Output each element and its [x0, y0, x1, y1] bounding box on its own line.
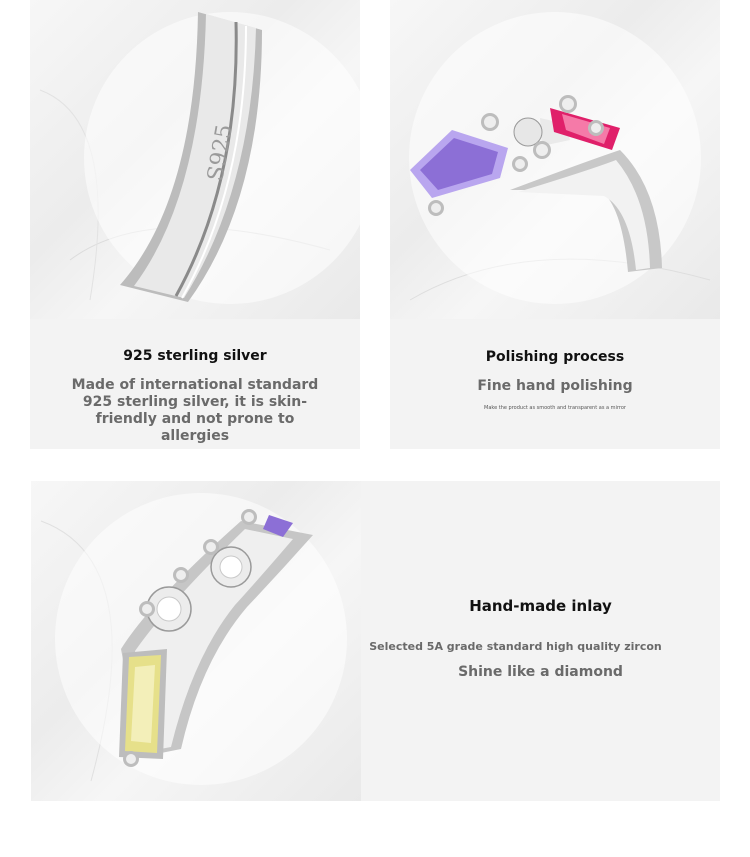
card-title: Hand-made inlay [469, 597, 612, 615]
card-title: Polishing process [485, 349, 625, 365]
ring-zircon-photo [31, 481, 361, 801]
card-note: Make the product as smooth and transparent as a mirror [484, 405, 626, 411]
ring-gems-photo [390, 0, 720, 319]
engraving-text: S925 [203, 122, 238, 184]
card-line-shine: Shine like a diamond [458, 664, 623, 680]
card-line-zircon: Selected 5A grade standard high quality zircon [369, 640, 662, 653]
card-description: Made of international standard 925 sterling silver, it is skin-friendly and not prone to allergies [71, 377, 319, 444]
card-description: Fine hand polishing [477, 378, 633, 394]
card-title: 925 sterling silver [123, 348, 267, 364]
ring-band-photo [30, 0, 360, 319]
feature-card-silver [30, 0, 360, 449]
feature-card-inlay [31, 481, 720, 801]
feature-card-polishing [390, 0, 720, 449]
